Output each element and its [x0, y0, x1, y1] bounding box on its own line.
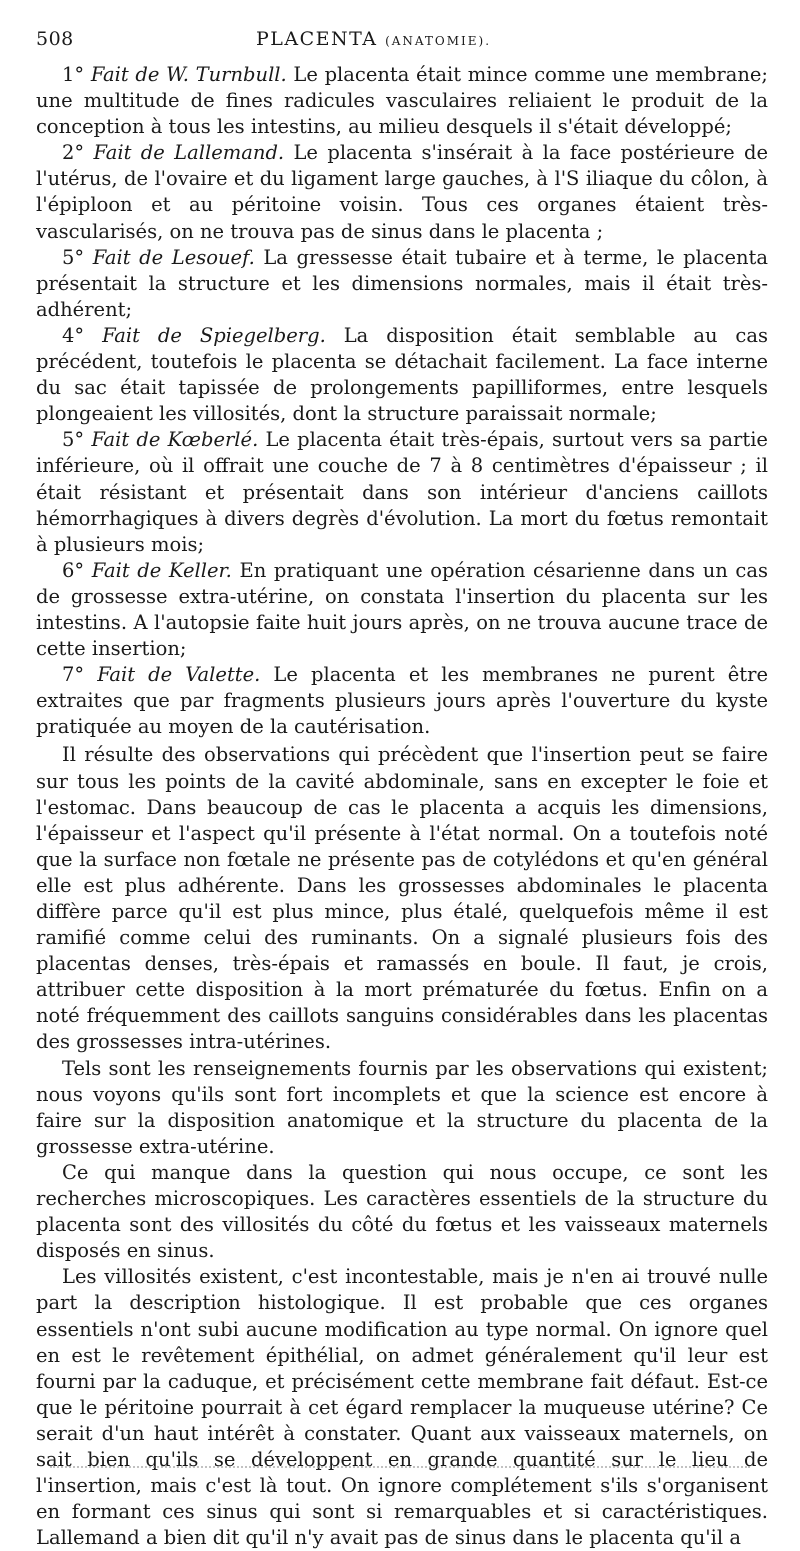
case-text: La disposition était semblable au cas précédent, toutefois le placenta se détachait facilement. La face interne du sac était tapissée de prolongements papilliformes, entre lesquels plongeaient les villosités, dont la structure paraissait normale; — [36, 323, 768, 426]
case-text: Le placenta et les membranes ne purent être extraites que par fragments plusieurs jours après l'ouverture du kyste pratiquée au moyen de la cautérisation. — [36, 663, 768, 739]
case-number: 5° — [62, 245, 93, 269]
case-lead: Fait de W. Turnbull. — [90, 63, 287, 86]
case-lead: Fait de Valette. — [97, 663, 261, 687]
body-paragraph: Les villosités existent, c'est incontestable, mais je n'en ai trouvé nulle part la description histologique. Il est probable que ces organes essentiels n'ont subi aucune modification au type normal. On ignore quel en est le revêtement épithélial, on admet généralement qu'il leur est fourni par la caduque, et précisément cette membrane fait défaut. Est-ce que le péritoine pourrait à cet égard remplacer la muqueuse utérine? Ce serait d'un haut intérêt à constater. Quant aux vaisseaux maternels, on sait bien qu'ils se développent en grande quantité sur le lieu de l'insertion, mais c'est là tout. On ignore complétement s'ils s'organisent en formant ces sinus qui sont si remarquables et si caractéristiques. Lallemand a bien dit qu'il n'y avait pas de sinus dans le placenta qu'il a — [36, 1265, 768, 1550]
case-paragraph — [36, 662, 768, 740]
case-number: 5° — [62, 428, 92, 452]
case-lead: Fait de Lesouef. — [92, 245, 255, 269]
case-paragraph — [36, 427, 768, 557]
case-number: 4° — [62, 323, 103, 347]
document-page — [36, 28, 768, 1551]
case-list — [36, 62, 768, 740]
case-paragraph — [36, 558, 768, 662]
case-text: En pratiquant une opération césarienne dans un cas de grossesse extra-utérine, on constata l'insertion du placenta sur les intestins. A l'autopsie faite huit jours après, on ne trouva aucune trace de cette insertion; — [36, 558, 768, 661]
case-lead: Fait de Lallemand. — [93, 141, 285, 165]
case-paragraph — [36, 323, 768, 427]
case-text: La gressesse était tubaire et à terme, le placenta présentait la structure et les dimensions normales, mais il était très-adhérent; — [36, 245, 768, 321]
case-lead: Fait de Spiegelberg. — [102, 323, 326, 347]
case-paragraph — [36, 140, 768, 244]
case-lead: Fait de Keller. — [91, 558, 232, 582]
body-paragraph: Tels sont les renseignements fournis par les observations qui existent; nous voyons qu'ils sont fort incomplets et que la science est encore à faire sur la disposition anatomique et la structure du placenta de la grossesse extra-utérine. — [36, 1056, 768, 1158]
case-text: Le placenta était très-épais, surtout vers sa partie inférieure, où il offrait une couche de 7 à 8 centimètres d'épaisseur ; il était résistant et présentait dans son intérieur d'anciens caillots hémorrhagiques à divers degrès d'évolution. La mort du fœtus remontait à plusieurs mois; — [36, 428, 768, 556]
case-number: 7° — [62, 663, 98, 687]
case-number: 6° — [62, 558, 92, 582]
case-paragraph — [36, 245, 768, 323]
case-text: Le placenta était mince comme une membrane; une multitude de fines radicules vasculaires reliaient le produit de la conception à tous les intestins, au milieu desquels il s'était développé; — [36, 63, 768, 139]
running-title-sub: (ANATOMIE). — [385, 34, 492, 48]
case-number: 1° — [62, 63, 91, 86]
case-text: Le placenta s'insérait à la face postérieure de l'utérus, de l'ovaire et du ligament large gauches, à l'S iliaque du côlon, à l'épiploon et au péritoine voisin. Tous ces organes étaient très-vascularisés, on ne trouva pas de sinus dans le placenta ; — [36, 141, 768, 243]
body-paragraph: Ce qui manque dans la question qui nous occupe, ce sont les recherches microscopiques. Les caractères essentiels de la structure du placenta sont des villosités du côté du fœtus et les vaisseaux maternels disposés en sinus. — [36, 1160, 768, 1263]
body-paragraph: Il résulte des observations qui précèdent que l'insertion peut se faire sur tous les points de la cavité abdominale, sans en excepter le foie et l'estomac. Dans beaucoup de cas le placenta a acquis les dimensions, l'épaisseur et l'aspect qu'il présente à l'état normal. On a toutefois noté que la surface non fœtale ne présente pas de cotylédons et qu'en général elle est plus adhérente. Dans les grossesses abdominales le placenta diffère parce qu'il est plus mince, plus étalé, quelquefois même il est ramifié comme celui des ruminants. On a signalé plusieurs fois des placentas denses, très-épais et ramassés en boule. Il faut, je crois, attribuer cette disposition à la mort prématurée du fœtus. Enfin on a noté fréquemment des caillots sanguins considérables dans les placentas des grossesses intra-utérines. — [36, 743, 768, 1054]
running-title — [256, 28, 491, 50]
case-number: 2° — [62, 141, 94, 165]
case-paragraph — [36, 62, 768, 140]
page-number: 508 — [36, 28, 74, 50]
scan-footer-speckle — [50, 1466, 750, 1468]
running-title-main: PLACENTA — [256, 28, 386, 50]
case-lead: Fait de Kœberlé. — [91, 428, 259, 452]
page-header — [36, 28, 768, 62]
